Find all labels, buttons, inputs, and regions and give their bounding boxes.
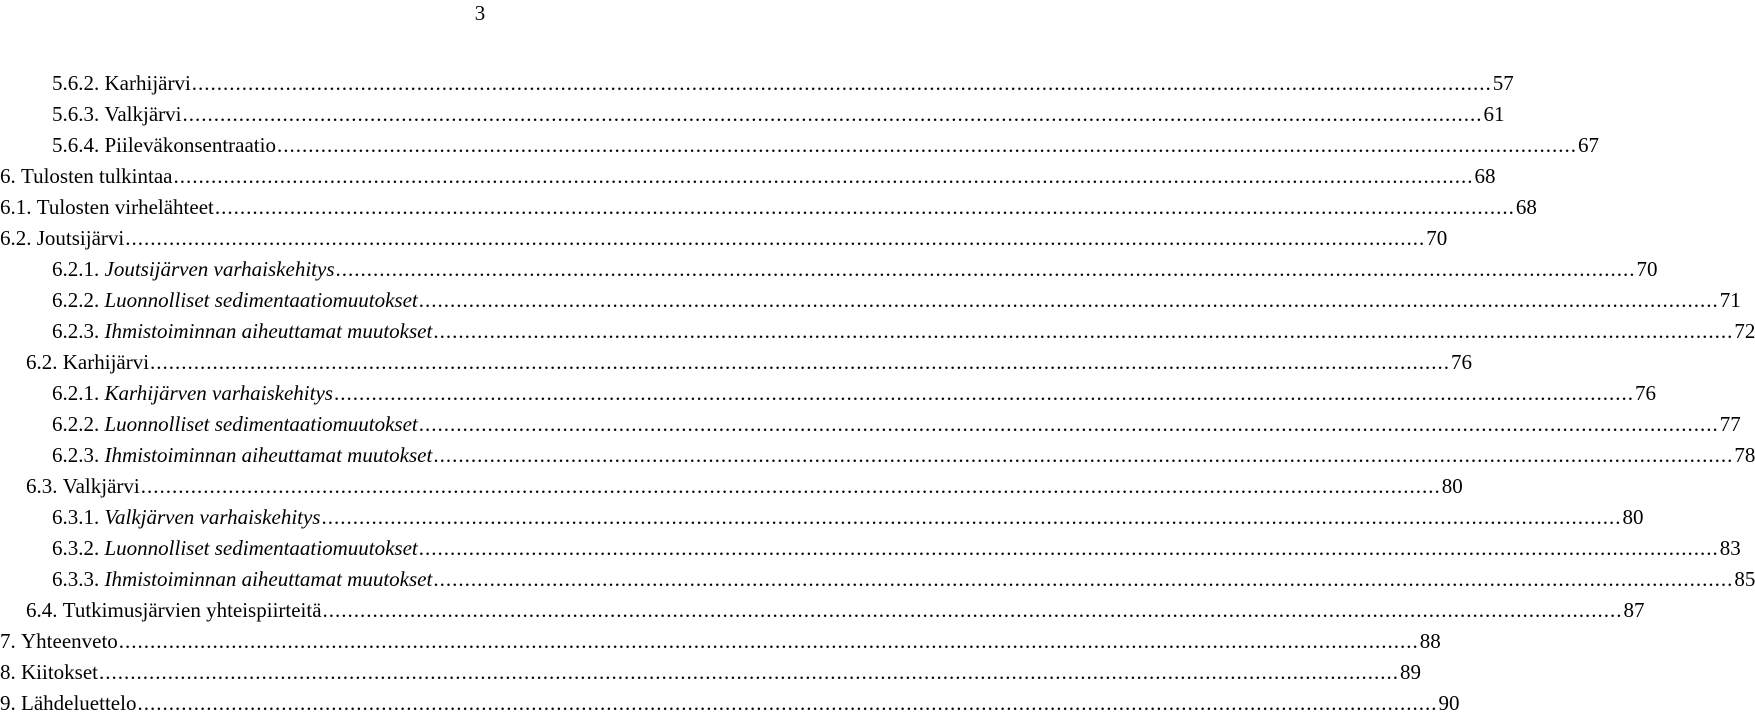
toc-entry (52, 442, 1755, 468)
toc-entry (52, 256, 1658, 282)
toc-entry (52, 566, 1755, 592)
toc-entry-label: Tulosten virhelähteet (36, 195, 214, 219)
toc-entry-number: 6.1. (0, 195, 32, 219)
toc-entry-page: 57 (1492, 71, 1514, 95)
toc-entry (52, 287, 1741, 313)
dot-leader (277, 132, 1577, 158)
toc-entry (0, 690, 1460, 716)
dot-leader (419, 535, 1719, 561)
toc-entry (52, 411, 1741, 437)
toc-entry-page: 77 (1719, 412, 1741, 436)
toc-entry-page: 76 (1634, 381, 1656, 405)
toc-entry-page: 87 (1623, 598, 1645, 622)
toc-entry-label: Tutkimusjärvien yhteispiirteitä (62, 598, 322, 622)
dot-leader (419, 411, 1719, 437)
dot-leader (182, 101, 1482, 127)
toc-entry-label: Karhijärvi (104, 71, 191, 95)
toc-entry-label: Luonnolliset sedimentaatiomuutokset (104, 412, 418, 436)
toc-entry (52, 132, 1599, 158)
toc-entry-number: 6.2.2. (52, 288, 100, 312)
toc-entry (26, 349, 1473, 375)
dot-leader (119, 628, 1419, 654)
dot-leader (433, 566, 1733, 592)
toc-entry (52, 318, 1755, 344)
toc-entry-number: 6.2. (0, 226, 32, 250)
toc-entry (52, 70, 1514, 96)
toc-entry-label: Lähdeluettelo (21, 691, 137, 715)
toc-entry (52, 504, 1644, 530)
toc-entry-number: 6. (0, 164, 16, 188)
toc-entry-label: Ihmistoiminnan aiheuttamat muutokset (104, 443, 433, 467)
dot-leader (323, 597, 1623, 623)
toc-entry-page: 85 (1734, 567, 1755, 591)
toc-entry-label: Tulosten tulkintaa (21, 164, 173, 188)
toc-entry-page: 90 (1438, 691, 1460, 715)
dot-leader (99, 659, 1399, 685)
page-number: 3 (474, 1, 486, 25)
toc-entry-label: Yhteenveto (21, 629, 118, 653)
toc-entry-number: 6.3.3. (52, 567, 100, 591)
toc-entry-label: Karhijärvi (62, 350, 150, 374)
toc-entry-page: 80 (1622, 505, 1644, 529)
dot-leader (137, 690, 1437, 716)
toc-entry-number: 5.6.4. (52, 133, 100, 157)
dot-leader (419, 287, 1719, 313)
toc-entry (0, 225, 1448, 251)
dot-leader (336, 256, 1636, 282)
toc-entry-number: 6.4. (26, 598, 58, 622)
toc-entry-page: 61 (1483, 102, 1505, 126)
toc-entry-label: Ihmistoiminnan aiheuttamat muutokset (104, 319, 433, 343)
toc-entry-number: 6.3. (26, 474, 58, 498)
toc-entry-label: Luonnolliset sedimentaatiomuutokset (104, 288, 418, 312)
toc-entry-label: Valkjärvi (62, 474, 140, 498)
toc-entry (0, 163, 1496, 189)
toc-entry-page: 78 (1734, 443, 1755, 467)
toc-entry-number: 9. (0, 691, 16, 715)
dot-leader (173, 163, 1473, 189)
dot-leader (433, 442, 1733, 468)
toc-entry-number: 6.2.2. (52, 412, 100, 436)
dot-leader (215, 194, 1515, 220)
toc-entry-number: 6.2. (26, 350, 58, 374)
toc-entry (0, 659, 1421, 685)
dot-leader (141, 473, 1441, 499)
toc-entry (52, 380, 1656, 406)
dot-leader (150, 349, 1450, 375)
toc-entry-page: 67 (1577, 133, 1599, 157)
toc-entry-number: 6.2.1. (52, 257, 100, 281)
dot-leader (192, 70, 1492, 96)
toc-entry-number: 7. (0, 629, 16, 653)
toc-entry-page: 68 (1515, 195, 1537, 219)
toc-entry (0, 194, 1537, 220)
toc-entry-label: Piileväkonsentraatio (104, 133, 276, 157)
toc-entry-page: 89 (1400, 660, 1421, 684)
toc-entry-number: 6.2.3. (52, 443, 100, 467)
toc-entry-page: 70 (1636, 257, 1658, 281)
toc-entry-label: Karhijärven varhaiskehitys (104, 381, 333, 405)
toc-entry-page: 68 (1474, 164, 1496, 188)
toc-entry-number: 6.2.3. (52, 319, 100, 343)
toc-entry-label: Joutsijärvi (36, 226, 125, 250)
toc-entry-page: 72 (1734, 319, 1755, 343)
toc-entry-number: 6.3.2. (52, 536, 100, 560)
toc-entry-label: Joutsijärven varhaiskehitys (104, 257, 335, 281)
toc-entry-label: Valkjärvi (104, 102, 182, 126)
toc-entry-label: Ihmistoiminnan aiheuttamat muutokset (104, 567, 433, 591)
toc-entry-page: 76 (1451, 350, 1473, 374)
toc-entry-number: 6.3.1. (52, 505, 100, 529)
toc-entry-page: 83 (1719, 536, 1741, 560)
toc-entry-number: 6.2.1. (52, 381, 100, 405)
toc-entry-label: Luonnolliset sedimentaatiomuutokset (104, 536, 418, 560)
toc-entry-number: 8. (0, 660, 16, 684)
dot-leader (321, 504, 1621, 530)
dot-leader (334, 380, 1634, 406)
toc-entry-number: 5.6.2. (52, 71, 100, 95)
dot-leader (125, 225, 1425, 251)
toc-entry-number: 5.6.3. (52, 102, 100, 126)
toc-entry-page: 70 (1426, 226, 1448, 250)
toc-entry-page: 88 (1419, 629, 1441, 653)
toc-entry-page: 80 (1441, 474, 1463, 498)
dot-leader (433, 318, 1733, 344)
toc-entry (26, 473, 1463, 499)
toc-entry-page: 71 (1719, 288, 1741, 312)
toc-entry (52, 101, 1505, 127)
toc-entry (0, 628, 1441, 654)
toc-entry-label: Kiitokset (21, 660, 98, 684)
toc-entry (52, 535, 1741, 561)
toc-entry-label: Valkjärven varhaiskehitys (104, 505, 321, 529)
toc-entry (26, 597, 1645, 623)
